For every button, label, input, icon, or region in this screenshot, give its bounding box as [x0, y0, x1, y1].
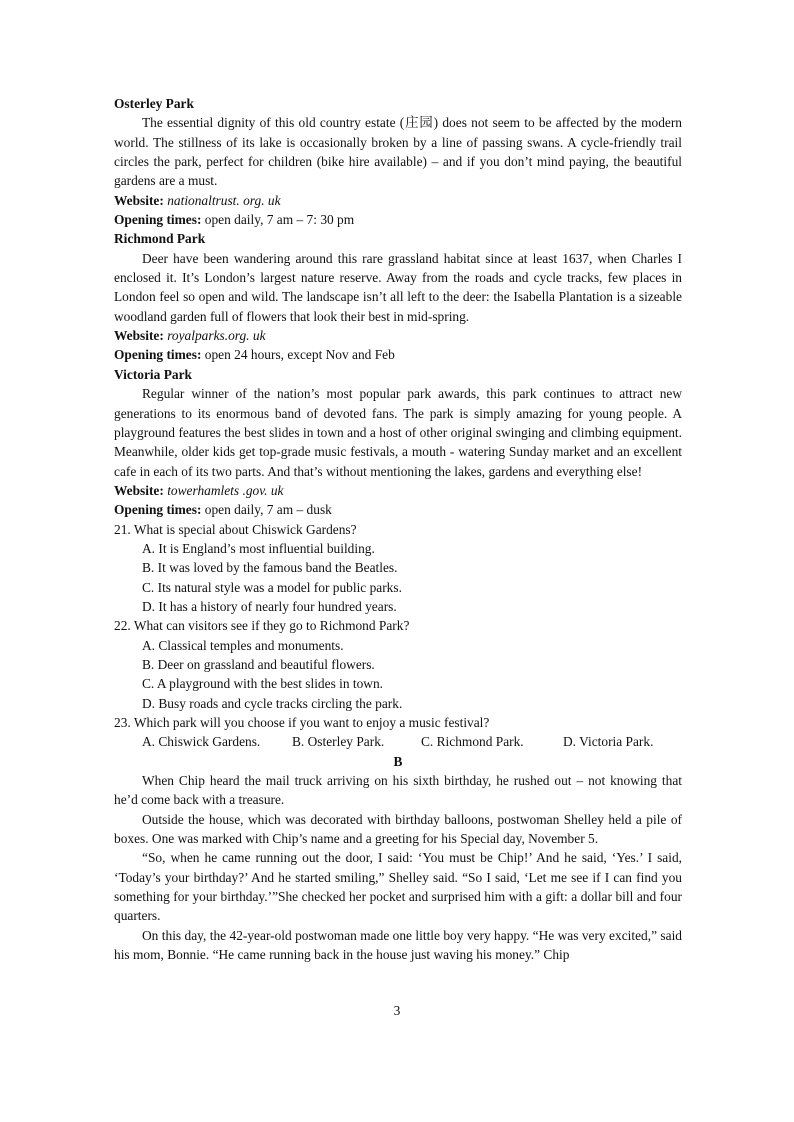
document-page — [114, 94, 682, 964]
osterley-website-link: nationaltrust. org. uk — [167, 192, 281, 208]
website-label: Website: — [114, 482, 164, 498]
victoria-opening — [114, 500, 682, 519]
richmond-body: Deer have been wandering around this rare grassland habitat since at least 1637, when Charles I enclosed it. It’s London’s largest nature reserve. Away from the roads and cycle tracks, few places in London feel so open and wild. The landscape isn’t all left to the deer: the Isabella Plantation is a sizeable woodland garden full of flowers that look their best in mid-spring. — [114, 250, 682, 324]
osterley-website — [114, 191, 682, 210]
section-b-paragraph-4: On this day, the 42-year-old postwoman made one little boy very happy. “He was very excited,” said his mom, Bonnie. “He came running back in the house just waving his money.” Chip — [114, 927, 682, 963]
victoria-website-link: towerhamlets .gov. uk — [167, 482, 284, 498]
opening-label: Opening times: — [114, 347, 202, 363]
q22-option-d: D. Busy roads and cycle tracks circling the park. — [142, 695, 403, 711]
website-label: Website: — [114, 192, 164, 208]
website-label: Website: — [114, 328, 164, 344]
richmond-website — [114, 326, 682, 345]
richmond-opening-value: open 24 hours, except Nov and Feb — [204, 347, 395, 363]
opening-label: Opening times: — [114, 502, 202, 518]
q23-option-b: B. Osterley Park. — [292, 734, 385, 750]
richmond-title: Richmond Park — [114, 231, 206, 247]
q23-option-d: D. Victoria Park. — [563, 734, 654, 750]
section-b-paragraph-2: Outside the house, which was decorated with birthday balloons, postwoman Shelley held a pile of boxes. One was marked with Chip’s name and a greeting for his Special day, November 5. — [114, 811, 682, 847]
victoria-body: Regular winner of the nation’s most popular park awards, this park continues to attract new generations to its enormous band of devoted fans. The park is simply amazing for young people. A playground features the best slides in town and a host of other original swinging and climbing equipment. Meanwhile, older kids get top-grade music festivals, a mouth - watering Sunday market and an excellent cafe in each of its two parts. And that’s without mentioning the lakes, gardens and everything else! — [114, 386, 682, 479]
q23-options — [114, 732, 682, 751]
osterley-body: The essential dignity of this old country estate (庄园) does not seem to be affected by the modern world. The stillness of its lake is occasionally broken by a line of passing swans. A cycle-friendly trail circles the park, perfect for children (bike hire available) – and if you don’t mind paying, the beautiful gardens are a must. — [114, 115, 682, 189]
richmond-website-link: royalparks.org. uk — [167, 328, 266, 344]
q22-option-a: A. Classical temples and monuments. — [142, 637, 344, 653]
q22-option-c: C. A playground with the best slides in town. — [142, 676, 384, 692]
section-b-heading: B — [393, 753, 403, 769]
osterley-opening — [114, 210, 682, 229]
victoria-opening-value: open daily, 7 am – dusk — [204, 502, 332, 518]
q23-option-c: C. Richmond Park. — [421, 734, 524, 750]
page-number: 3 — [393, 1003, 401, 1018]
q21-option-a: A. It is England’s most influential building. — [142, 540, 375, 556]
osterley-opening-value: open daily, 7 am – 7: 30 pm — [204, 212, 355, 228]
q22-option-b: B. Deer on grassland and beautiful flowers. — [142, 656, 375, 672]
q21-option-d: D. It has a history of nearly four hundred years. — [142, 598, 397, 614]
victoria-title: Victoria Park — [114, 366, 192, 382]
victoria-website — [114, 481, 682, 500]
q23-option-a: A. Chiswick Gardens. — [142, 734, 261, 750]
section-b-paragraph-3: “So, when he came running out the door, I said: ‘You must be Chip!’ And he said, ‘Yes.’ I said, ‘Today’s your birthday?’ And he started smiling,” Shelley said. “So I said, ‘Let me see if I can find you something for your birthday.’”She checked her pocket and surprised him with a gift: a dollar bill and four quarters. — [114, 850, 682, 924]
q21-option-b: B. It was loved by the famous band the Beatles. — [142, 560, 398, 576]
section-b-paragraph-1: When Chip heard the mail truck arriving on his sixth birthday, he rushed out – not knowing that he’d come back with a treasure. — [114, 773, 682, 808]
question-23: 23. Which park will you choose if you want to enjoy a music festival? — [114, 715, 490, 730]
question-22: 22. What can visitors see if they go to Richmond Park? — [114, 618, 410, 634]
richmond-opening — [114, 345, 682, 364]
opening-label: Opening times: — [114, 212, 202, 228]
question-21: 21. What is special about Chiswick Gardens? — [114, 521, 357, 537]
osterley-title: Osterley Park — [114, 96, 194, 111]
q21-option-c: C. Its natural style was a model for public parks. — [142, 579, 402, 595]
